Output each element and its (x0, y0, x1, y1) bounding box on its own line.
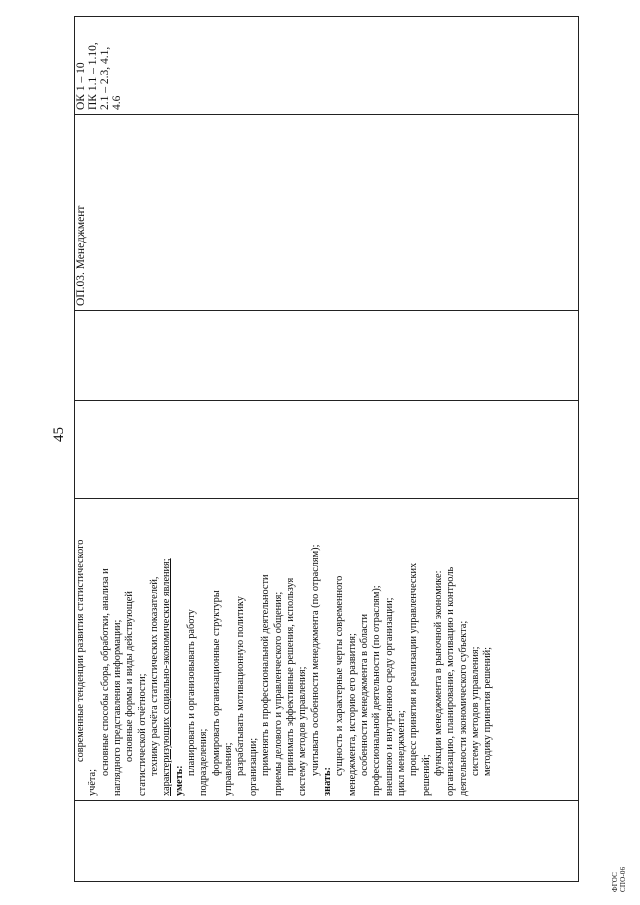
text-line: технику расчёта статистических показателей, (149, 576, 161, 776)
text-line: статистической отчётности; (136, 673, 148, 796)
discipline-cell (75, 115, 579, 311)
text-line: систему методов управления; (470, 646, 481, 776)
text-line: приемы делового и управленческого общения; (272, 591, 284, 796)
skills-knowledge-cell (75, 499, 579, 801)
text-line: характеризующих социально-экономические явления; (161, 558, 173, 796)
text-line: систему методов управления; (297, 666, 309, 796)
page-number: 45 (51, 427, 67, 442)
text-line: функции менеджмента в рыночной экономике: (432, 570, 444, 776)
text-line: учитывать особенности менеджмента (по отраслям); (309, 544, 321, 776)
text-line: разрабатывать мотивационную политику (235, 596, 247, 776)
competency-line: 4.6 (111, 95, 123, 110)
knowledge-heading: знать: (321, 767, 333, 796)
text-line: организацию, планирование, мотивацию и контроль (445, 566, 457, 796)
text-line: деятельности экономического субъекта; (457, 620, 469, 796)
table-cell-empty (75, 311, 579, 401)
text-line: управления; (223, 742, 235, 796)
table-cell-empty (75, 401, 579, 499)
table-cell-empty (75, 801, 579, 882)
text-line: принимать эффективные решения, используя (284, 577, 296, 776)
text-line: сущность и характерные черты современного (334, 575, 346, 776)
text-line: планировать и организовывать работу (186, 609, 198, 776)
text-line: основные формы и виды действующей (124, 591, 136, 762)
text-line: менеджмента, историю его развития; (346, 633, 358, 796)
text-line: учёта; (87, 769, 99, 796)
competencies-cell (75, 17, 579, 115)
text-line: организации; (247, 737, 259, 796)
text-line: формировать организационные структуры (210, 590, 222, 776)
text-line: решений; (420, 754, 432, 796)
curriculum-table (74, 16, 579, 882)
table-row (75, 17, 579, 882)
text-line: подразделения; (198, 728, 210, 796)
text-line: цикл менеджмента; (395, 710, 407, 796)
text-line: методику принятия решений; (482, 647, 494, 776)
text-line: внешнюю и внутреннюю среду организации; (383, 597, 395, 796)
text-line: основные способы сбора, обработки, анализа и (99, 568, 111, 776)
text-line: наглядного представления информации; (112, 619, 124, 796)
skills-heading: уметь: (173, 765, 185, 796)
text-line: особенности менеджмента в области (358, 614, 370, 776)
footer-code: ФГОС СПО-06 (611, 866, 627, 892)
text-line: применять в профессиональной деятельности (260, 574, 272, 776)
competency-line: ОК 1 – 10 (75, 62, 87, 110)
discipline-name: ОП.03. Менеджмент (75, 205, 87, 306)
competency-line: ПК 1.1 – 1.10, (87, 42, 99, 110)
competency-line: 2.1 – 2.3, 4.1, (99, 46, 111, 110)
rotated-table-container (74, 17, 579, 882)
text-line: профессиональной деятельности (по отраслям); (371, 585, 383, 796)
text-line: процесс принятия и реализации управленческих (408, 562, 420, 776)
text-line: современные тенденции развития статистического (75, 539, 86, 762)
